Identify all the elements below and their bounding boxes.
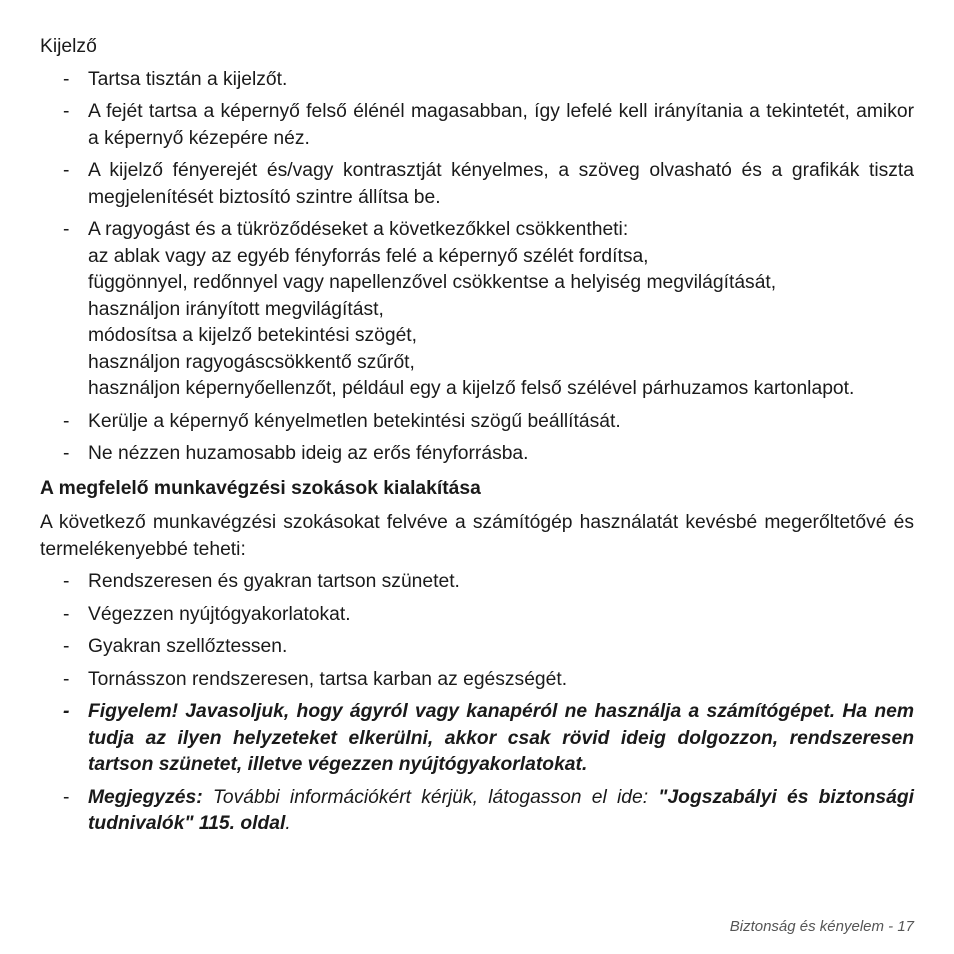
glare-subitem: használjon ragyogáscsökkentő szűrőt, (88, 351, 415, 373)
list-item-text: Tornásszon rendszeresen, tartsa karban az egészségét. (88, 668, 568, 690)
list-item-text: Gyakran szellőztessen. (88, 636, 288, 657)
list-item (40, 602, 914, 629)
page-content (40, 34, 914, 838)
glare-subitem: használjon irányított megvilágítást, (88, 298, 384, 320)
list-dash: - (63, 603, 70, 625)
note-end: . (285, 813, 291, 834)
list-item (40, 667, 914, 694)
list-dash: - (63, 160, 70, 181)
note-body: További információkért kérjük, látogasson el ide: (202, 786, 659, 808)
list-item (40, 99, 914, 152)
glare-subitem: az ablak vagy az egyéb fényforrás felé a képernyő szélét fordítsa, (88, 245, 649, 267)
list-dash: - (63, 571, 70, 592)
list-item (40, 634, 914, 661)
note-text (88, 785, 914, 838)
list-item-text: Ne nézzen huzamosabb ideig az erős fényforrásba. (88, 443, 529, 464)
note-reference-link[interactable]: "Jogszabályi és biztonsági tudnivalók" 115. oldal (88, 786, 914, 834)
list-item-text: A kijelző fényerejét és/vagy kontrasztját kényelmes, a szöveg olvasható és a grafikák tiszta megjelenítését biztosító szintre állítsa be. (88, 160, 914, 208)
intro-paragraph: A következő munkavégzési szokásokat felvéve a számítógép használatát kevésbé megerőltetővé és termelékenyebbé teheti: (40, 512, 914, 560)
list-dash: - (63, 701, 70, 722)
page-footer: Biztonság és kényelem - 17 (729, 918, 914, 935)
list-item-text: Végezzen nyújtógyakorlatokat. (88, 603, 351, 625)
glare-subitem: használjon képernyőellenzőt, például egy a kijelző felső szélével párhuzamos kartonlapot. (88, 378, 855, 399)
list-item-text: Tartsa tisztán a kijelzőt. (88, 68, 288, 90)
note-label: Megjegyzés: (88, 786, 203, 808)
glare-subitem: függönnyel, redőnnyel vagy napellenzővel csökkentse a helyiség megvilágítását, (88, 272, 777, 293)
list-dash: - (63, 636, 70, 657)
section-heading: A megfelelő munkavégzési szokások kialakítása (40, 477, 481, 499)
list-dash: - (63, 443, 70, 464)
glare-intro: A ragyogást és a tükröződéseket a következőkkel csökkentheti: (88, 219, 629, 240)
list-item (40, 158, 914, 211)
list-item-text: A fejét tartsa a képernyő felső élénél magasabban, így lefelé kell irányítania a tekintetét, amikor a képernyő kézepére néz. (88, 101, 914, 149)
list-item (40, 569, 914, 596)
list-item (40, 67, 914, 94)
list-item (40, 409, 914, 436)
list-item-text: Kerülje a képernyő kényelmetlen betekintési szögű beállítását. (88, 410, 621, 432)
warning-item (40, 699, 914, 779)
list-item-text: Rendszeresen és gyakran tartson szünetet. (88, 571, 460, 592)
note-item (40, 785, 914, 838)
list-dash: - (63, 101, 70, 122)
list-dash: - (63, 786, 70, 808)
list-item (40, 441, 914, 468)
list-dash: - (63, 410, 70, 432)
list-dash: - (63, 68, 70, 90)
list-dash: - (63, 219, 70, 240)
list-item-glare (40, 217, 914, 403)
section-title: Kijelző (40, 36, 97, 57)
glare-subitem: módosítsa a kijelző betekintési szögét, (88, 325, 418, 346)
list-dash: - (63, 668, 70, 690)
warning-text: Figyelem! Javasoljuk, hogy ágyról vagy kanapéról ne használja a számítógépet. Ha nem tudja az ilyen helyzeteket elkerülni, akkor csak rövid ideig dolgozzon, rendszeresen tartson szünetet, illetve végezzen nyújtógyakorlatokat. (88, 701, 914, 775)
